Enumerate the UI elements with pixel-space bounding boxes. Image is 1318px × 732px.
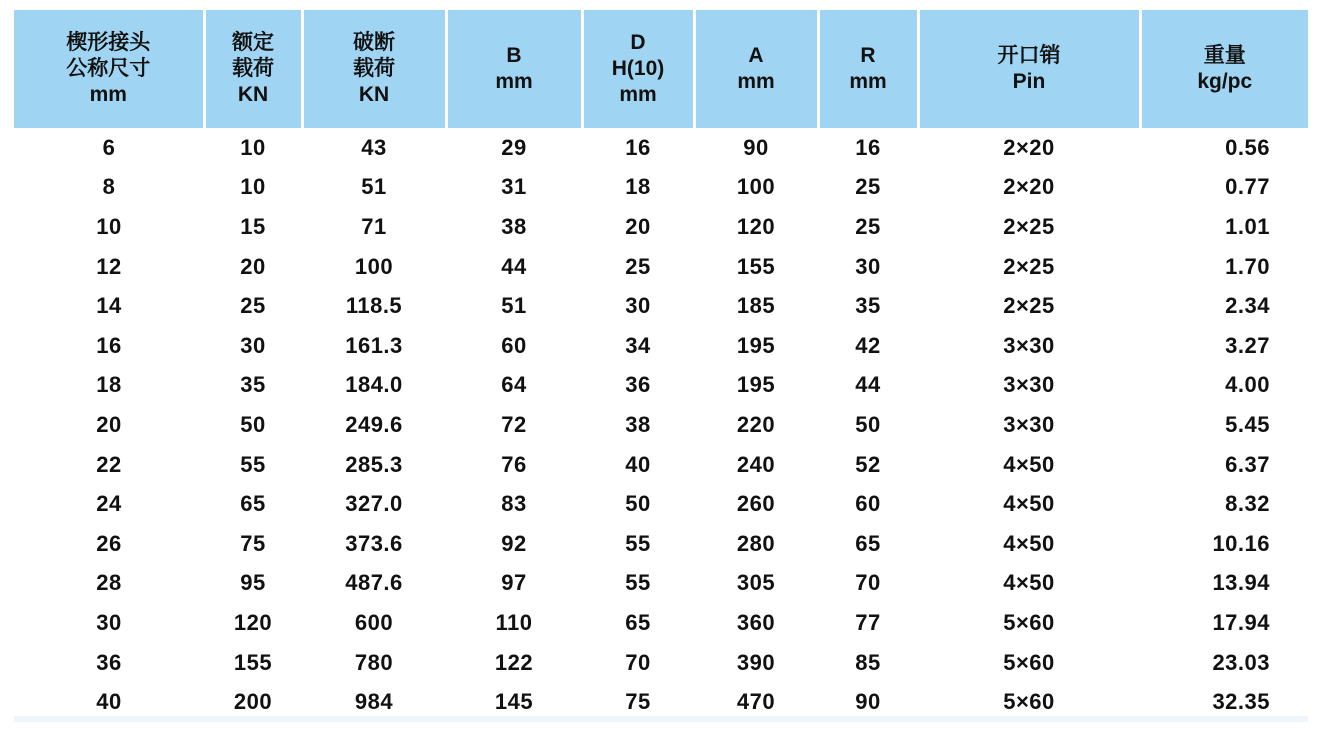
column-header-line: 载荷: [353, 57, 395, 80]
cell-rated_load: 10: [240, 134, 266, 160]
column-header-line: mm: [495, 70, 533, 93]
cell-rated_load: 30: [240, 332, 266, 358]
table-row: [14, 524, 1308, 564]
column-header-line: mm: [737, 70, 775, 93]
column-header-line: KN: [237, 83, 269, 106]
cell-r: 35: [855, 293, 881, 319]
cell-d: 36: [625, 372, 651, 398]
cell-weight: 1.70: [1225, 253, 1270, 279]
cell-rated_load: 200: [233, 689, 273, 715]
cell-weight: 32.35: [1212, 689, 1270, 715]
cell-size: 28: [96, 570, 122, 596]
cell-weight: 17.94: [1212, 609, 1270, 635]
cell-pin: 3×30: [1003, 372, 1055, 398]
column-header-line: 公称尺寸: [66, 57, 151, 80]
cell-breaking_load: 984: [354, 689, 394, 715]
cell-weight: 4.00: [1225, 372, 1270, 398]
cell-breaking_load: 118.5: [345, 293, 403, 319]
cell-r: 60: [855, 491, 881, 517]
cell-pin: 2×25: [1003, 253, 1055, 279]
cell-b: 44: [501, 253, 527, 279]
cell-d: 55: [625, 570, 651, 596]
cell-rated_load: 50: [240, 411, 266, 437]
cell-weight: 6.37: [1225, 451, 1270, 477]
cell-pin: 4×50: [1003, 491, 1055, 517]
column-header-size: [14, 10, 204, 128]
cell-size: 40: [96, 689, 122, 715]
cell-b: 76: [501, 451, 527, 477]
table-header: [14, 10, 1308, 128]
cell-rated_load: 75: [240, 530, 266, 556]
column-header-breaking_load: [302, 10, 446, 128]
cell-breaking_load: 161.3: [345, 332, 403, 358]
cell-r: 25: [855, 213, 881, 239]
cell-rated_load: 65: [240, 491, 266, 517]
cell-b: 97: [501, 570, 527, 596]
cell-a: 305: [736, 570, 776, 596]
table-row: [14, 326, 1308, 366]
column-header-b: [446, 10, 582, 128]
cell-b: 64: [501, 372, 527, 398]
cell-rated_load: 95: [240, 570, 266, 596]
cell-breaking_load: 51: [361, 174, 387, 200]
cell-pin: 2×25: [1003, 293, 1055, 319]
table-row: [14, 603, 1308, 643]
cell-pin: 2×20: [1003, 174, 1055, 200]
column-header-line: 开口销: [997, 44, 1061, 67]
cell-d: 40: [625, 451, 651, 477]
cell-b: 51: [501, 293, 527, 319]
cell-breaking_load: 780: [354, 649, 394, 675]
table-row: [14, 168, 1308, 208]
bottom-edge-shade: [14, 716, 1308, 722]
cell-r: 52: [855, 451, 881, 477]
cell-pin: 5×60: [1003, 689, 1055, 715]
cell-pin: 2×25: [1003, 213, 1055, 239]
cell-weight: 23.03: [1212, 649, 1270, 675]
cell-weight: 0.56: [1225, 134, 1270, 160]
cell-a: 280: [736, 530, 776, 556]
cell-weight: 0.77: [1225, 174, 1270, 200]
cell-d: 34: [625, 332, 651, 358]
cell-b: 29: [501, 134, 527, 160]
cell-r: 30: [855, 253, 881, 279]
table-row: [14, 445, 1308, 485]
cell-breaking_load: 100: [354, 253, 394, 279]
table-row: [14, 247, 1308, 287]
cell-weight: 2.34: [1225, 293, 1270, 319]
cell-r: 42: [855, 332, 881, 358]
column-header-line: mm: [89, 83, 127, 106]
cell-pin: 2×20: [1003, 134, 1055, 160]
cell-d: 38: [625, 411, 651, 437]
cell-size: 30: [96, 609, 122, 635]
cell-pin: 3×30: [1003, 332, 1055, 358]
cell-d: 75: [625, 689, 651, 715]
cell-b: 145: [494, 689, 534, 715]
cell-a: 260: [736, 491, 776, 517]
cell-breaking_load: 249.6: [345, 411, 403, 437]
cell-a: 195: [736, 332, 776, 358]
table-row: [14, 643, 1308, 683]
column-header-line: 破断: [353, 31, 395, 54]
cell-r: 90: [855, 689, 881, 715]
cell-a: 220: [736, 411, 776, 437]
cell-d: 50: [625, 491, 651, 517]
column-header-weight: [1140, 10, 1308, 128]
cell-breaking_load: 184.0: [345, 372, 403, 398]
cell-rated_load: 10: [240, 174, 266, 200]
table-row: [14, 207, 1308, 247]
cell-rated_load: 35: [240, 372, 266, 398]
column-header-line: KN: [358, 83, 390, 106]
cell-size: 16: [96, 332, 122, 358]
cell-b: 72: [501, 411, 527, 437]
cell-weight: 5.45: [1225, 411, 1270, 437]
cell-r: 77: [855, 609, 881, 635]
cell-d: 70: [625, 649, 651, 675]
cell-rated_load: 25: [240, 293, 266, 319]
cell-r: 25: [855, 174, 881, 200]
cell-b: 83: [501, 491, 527, 517]
column-header-line: mm: [619, 83, 657, 106]
cell-rated_load: 15: [240, 213, 266, 239]
column-header-r: [818, 10, 918, 128]
cell-size: 18: [96, 372, 122, 398]
cell-b: 38: [501, 213, 527, 239]
cell-weight: 13.94: [1212, 570, 1270, 596]
cell-r: 44: [855, 372, 881, 398]
cell-a: 185: [736, 293, 776, 319]
cell-r: 65: [855, 530, 881, 556]
cell-pin: 4×50: [1003, 570, 1055, 596]
cell-a: 195: [736, 372, 776, 398]
cell-breaking_load: 285.3: [345, 451, 403, 477]
cell-b: 31: [501, 174, 527, 200]
column-header-line: H(10): [611, 57, 665, 80]
cell-rated_load: 155: [233, 649, 273, 675]
cell-size: 10: [96, 213, 122, 239]
cell-size: 22: [96, 451, 122, 477]
cell-weight: 1.01: [1225, 213, 1270, 239]
table-row: [14, 405, 1308, 445]
cell-size: 8: [102, 174, 116, 200]
cell-weight: 8.32: [1225, 491, 1270, 517]
column-header-d: [582, 10, 694, 128]
column-header-line: Pin: [1012, 70, 1046, 93]
header-row: [14, 10, 1308, 128]
cell-r: 70: [855, 570, 881, 596]
table-row: [14, 286, 1308, 326]
column-header-line: B: [506, 44, 522, 67]
column-header-pin: [918, 10, 1140, 128]
table-row: [14, 128, 1308, 168]
column-header-line: 载荷: [232, 57, 274, 80]
cell-breaking_load: 487.6: [345, 570, 403, 596]
table-body: [14, 128, 1308, 722]
cell-r: 50: [855, 411, 881, 437]
column-header-line: A: [748, 44, 764, 67]
cell-breaking_load: 373.6: [345, 530, 403, 556]
column-header-line: 楔形接头: [66, 31, 151, 54]
cell-b: 110: [495, 609, 533, 635]
cell-d: 30: [625, 293, 651, 319]
cell-pin: 5×60: [1003, 609, 1055, 635]
cell-pin: 3×30: [1003, 411, 1055, 437]
column-header-rated_load: [204, 10, 302, 128]
cell-breaking_load: 43: [361, 134, 387, 160]
cell-rated_load: 120: [233, 609, 273, 635]
cell-b: 60: [501, 332, 527, 358]
cell-pin: 4×50: [1003, 451, 1055, 477]
cell-d: 16: [625, 134, 651, 160]
cell-a: 470: [736, 689, 776, 715]
cell-pin: 4×50: [1003, 530, 1055, 556]
cell-d: 65: [625, 609, 651, 635]
cell-rated_load: 55: [240, 451, 266, 477]
cell-rated_load: 20: [240, 253, 266, 279]
cell-d: 18: [625, 174, 651, 200]
cell-size: 20: [96, 411, 122, 437]
cell-breaking_load: 327.0: [345, 491, 403, 517]
cell-weight: 10.16: [1212, 530, 1270, 556]
cell-b: 92: [501, 530, 527, 556]
cell-b: 122: [494, 649, 534, 675]
table-row: [14, 366, 1308, 406]
cell-size: 6: [102, 134, 116, 160]
cell-r: 16: [855, 134, 881, 160]
table-row: [14, 484, 1308, 524]
column-header-line: R: [860, 44, 876, 67]
cell-a: 155: [736, 253, 776, 279]
cell-size: 26: [96, 530, 122, 556]
cell-d: 55: [625, 530, 651, 556]
cell-size: 24: [96, 491, 122, 517]
cell-a: 120: [736, 213, 776, 239]
column-header-line: 额定: [232, 31, 274, 54]
cell-a: 390: [736, 649, 776, 675]
column-header-line: D: [630, 31, 646, 54]
column-header-line: mm: [849, 70, 887, 93]
cell-r: 85: [855, 649, 881, 675]
column-header-line: kg/pc: [1197, 70, 1253, 93]
table-row: [14, 564, 1308, 604]
cell-d: 25: [625, 253, 651, 279]
cell-breaking_load: 71: [361, 213, 387, 239]
cell-weight: 3.27: [1225, 332, 1270, 358]
spec-table: [14, 10, 1308, 722]
cell-a: 360: [736, 609, 776, 635]
cell-a: 240: [736, 451, 776, 477]
cell-a: 100: [736, 174, 776, 200]
cell-pin: 5×60: [1003, 649, 1055, 675]
cell-size: 12: [96, 253, 122, 279]
cell-d: 20: [625, 213, 651, 239]
cell-a: 90: [743, 134, 769, 160]
cell-breaking_load: 600: [354, 609, 394, 635]
column-header-line: 重量: [1203, 44, 1246, 67]
cell-size: 36: [96, 649, 122, 675]
column-header-a: [694, 10, 818, 128]
cell-size: 14: [96, 293, 122, 319]
